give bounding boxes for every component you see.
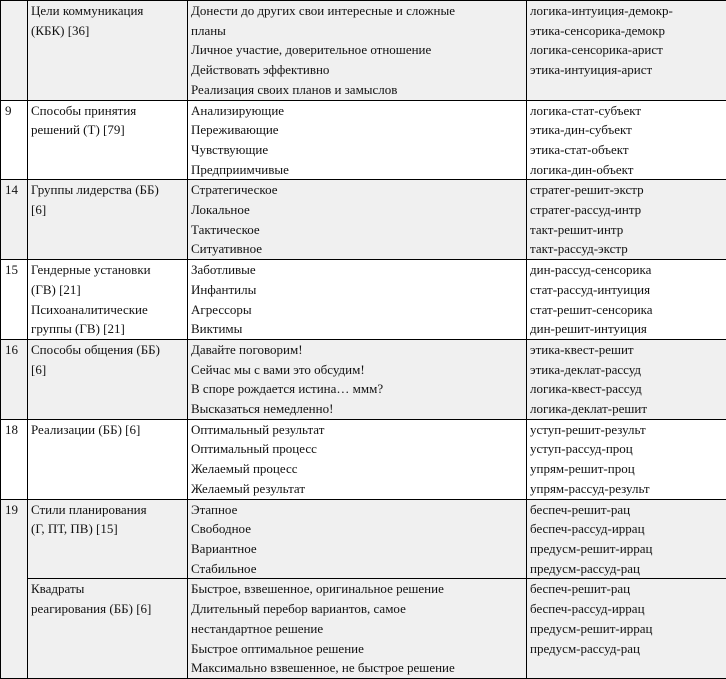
value-line: Локальное: [191, 200, 524, 220]
code-line: упрям-решит-проц: [530, 459, 724, 479]
table-row: [1, 100, 726, 180]
values-cell: [188, 180, 527, 260]
codes-cell: [527, 180, 726, 260]
category-line: Способы общения (ББ): [31, 340, 185, 360]
value-line: Оптимальный результат: [191, 420, 524, 440]
category-cell: [28, 579, 188, 679]
code-line: беспеч-решит-рац: [530, 500, 724, 520]
code-line: такт-решит-интр: [530, 220, 724, 240]
code-line: предусм-рассуд-рац: [530, 559, 724, 579]
values-cell: [188, 419, 527, 499]
code-line: стат-решит-сенсорика: [530, 300, 724, 320]
category-line: Реализации (ББ) [6]: [31, 420, 185, 440]
table-row: [1, 1, 726, 101]
value-line: планы: [191, 21, 524, 41]
value-line: Предприимчивые: [191, 160, 524, 180]
value-line: Инфантилы: [191, 280, 524, 300]
value-line: Донести до других свои интересные и сложные: [191, 1, 524, 21]
value-line: Агрессоры: [191, 300, 524, 320]
codes-cell: [527, 100, 726, 180]
code-line: предусм-рассуд-рац: [530, 639, 724, 659]
value-line: Быстрое оптимальное решение: [191, 639, 524, 659]
row-number-cell: [1, 260, 28, 340]
code-line: стратег-решит-экстр: [530, 180, 724, 200]
row-number: 9: [5, 101, 25, 121]
code-line: логика-стат-субъект: [530, 101, 724, 121]
row-number: 19: [5, 500, 25, 520]
value-line: нестандартное решение: [191, 619, 524, 639]
code-line: дин-решит-интуиция: [530, 319, 724, 339]
value-line: Действовать эффективно: [191, 60, 524, 80]
category-cell: [28, 100, 188, 180]
value-line: Этапное: [191, 500, 524, 520]
values-cell: [188, 579, 527, 679]
value-line: Переживающие: [191, 120, 524, 140]
values-cell: [188, 260, 527, 340]
code-line: стратег-рассуд-интр: [530, 200, 724, 220]
row-number: 14: [5, 180, 25, 200]
category-cell: [28, 499, 188, 579]
code-line: логика-дин-объект: [530, 160, 724, 180]
codes-cell: [527, 579, 726, 679]
code-line: этика-стат-объект: [530, 140, 724, 160]
value-line: Быстрое, взвешенное, оригинальное решение: [191, 579, 524, 599]
code-line: дин-рассуд-сенсорика: [530, 260, 724, 280]
table-row: [1, 579, 726, 679]
value-line: Заботливые: [191, 260, 524, 280]
codes-cell: [527, 260, 726, 340]
value-line: Виктимы: [191, 319, 524, 339]
code-line: уступ-решит-результ: [530, 420, 724, 440]
values-cell: [188, 339, 527, 419]
value-line: Чувствующие: [191, 140, 524, 160]
code-line: беспеч-рассуд-иррац: [530, 599, 724, 619]
category-line: Гендерные установки: [31, 260, 185, 280]
value-line: Анализирующие: [191, 101, 524, 121]
row-number-cell: [1, 1, 28, 101]
values-cell: [188, 100, 527, 180]
value-line: Максимально взвешенное, не быстрое решение: [191, 658, 524, 678]
category-cell: [28, 1, 188, 101]
code-line: стат-рассуд-интуиция: [530, 280, 724, 300]
value-line: В споре рождается истина… ммм?: [191, 379, 524, 399]
code-line: уступ-рассуд-проц: [530, 439, 724, 459]
category-cell: [28, 419, 188, 499]
values-cell: [188, 499, 527, 579]
row-number-cell: [1, 339, 28, 419]
codes-cell: [527, 339, 726, 419]
row-number: 18: [5, 420, 25, 440]
table-row: [1, 180, 726, 260]
row-number: 15: [5, 260, 25, 280]
category-line: Психоаналитические: [31, 300, 185, 320]
category-line: Цели коммуникация: [31, 1, 185, 21]
value-line: Свободное: [191, 519, 524, 539]
value-line: Длительный перебор вариантов, самое: [191, 599, 524, 619]
category-cell: [28, 260, 188, 340]
row-number-cell: [1, 499, 28, 678]
value-line: Стратегическое: [191, 180, 524, 200]
category-line: решений (Т) [79]: [31, 120, 185, 140]
code-line: предусм-решит-иррац: [530, 619, 724, 639]
table-row: [1, 419, 726, 499]
code-line: логика-деклат-решит: [530, 399, 724, 419]
category-line: [6]: [31, 200, 185, 220]
value-line: Личное участие, доверительное отношение: [191, 40, 524, 60]
code-line: предусм-решит-иррац: [530, 539, 724, 559]
codes-cell: [527, 419, 726, 499]
category-cell: [28, 180, 188, 260]
table-row: [1, 499, 726, 579]
code-line: беспеч-рассуд-иррац: [530, 519, 724, 539]
code-line: этика-деклат-рассуд: [530, 360, 724, 380]
row-number: 16: [5, 340, 25, 360]
table-row: [1, 260, 726, 340]
code-line: такт-рассуд-экстр: [530, 239, 724, 259]
category-line: Группы лидерства (ББ): [31, 180, 185, 200]
category-line: группы (ГВ) [21]: [31, 319, 185, 339]
category-line: (КБК) [36]: [31, 21, 185, 41]
category-line: (ГВ) [21]: [31, 280, 185, 300]
value-line: Реализация своих планов и замыслов: [191, 80, 524, 100]
category-line: [6]: [31, 360, 185, 380]
value-line: Высказаться немедленно!: [191, 399, 524, 419]
values-cell: [188, 1, 527, 101]
category-line: реагирования (ББ) [6]: [31, 599, 185, 619]
code-line: этика-квест-решит: [530, 340, 724, 360]
value-line: Ситуативное: [191, 239, 524, 259]
value-line: Желаемый результат: [191, 479, 524, 499]
value-line: Вариантное: [191, 539, 524, 559]
category-cell: [28, 339, 188, 419]
value-line: Оптимальный процесс: [191, 439, 524, 459]
category-line: Квадраты: [31, 579, 185, 599]
code-line: логика-квест-рассуд: [530, 379, 724, 399]
row-number-cell: [1, 100, 28, 180]
value-line: Давайте поговорим!: [191, 340, 524, 360]
category-line: (Г, ПТ, ПВ) [15]: [31, 519, 185, 539]
code-line: этика-интуиция-арист: [530, 60, 724, 80]
category-line: Стили планирования: [31, 500, 185, 520]
code-line: этика-сенсорика-демокр: [530, 21, 724, 41]
table-row: [1, 339, 726, 419]
value-line: Желаемый процесс: [191, 459, 524, 479]
codes-cell: [527, 499, 726, 579]
value-line: Тактическое: [191, 220, 524, 240]
category-line: Способы принятия: [31, 101, 185, 121]
code-line: этика-дин-субъект: [530, 120, 724, 140]
row-number-cell: [1, 419, 28, 499]
row-number-cell: [1, 180, 28, 260]
codes-cell: [527, 1, 726, 101]
code-line: логика-сенсорика-арист: [530, 40, 724, 60]
code-line: упрям-рассуд-результ: [530, 479, 724, 499]
code-line: логика-интуиция-демокр-: [530, 1, 724, 21]
code-line: беспеч-решит-рац: [530, 579, 724, 599]
value-line: Стабильное: [191, 559, 524, 579]
value-line: Сейчас мы с вами это обсудим!: [191, 360, 524, 380]
